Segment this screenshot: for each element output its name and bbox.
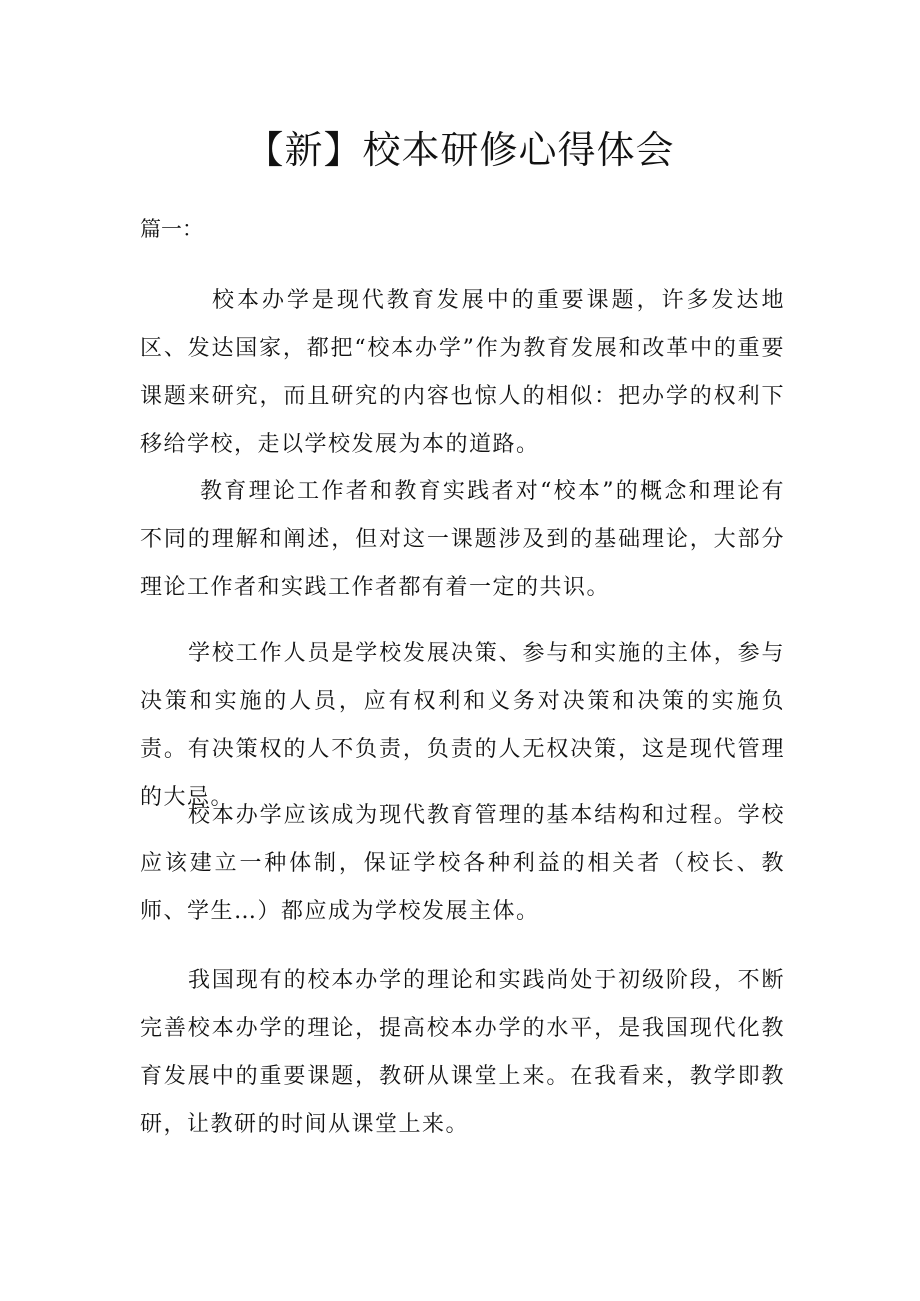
paragraph-1: 校本办学是现代教育发展中的重要课题，许多发达地区、发达国家，都把“校本办学”作为教育发展和改革中的重要课题来研究，而且研究的内容也惊人的相似：把办学的权利下移给学校，走以学校发展为本的道路。 [140,288,785,457]
section-label: 篇一： [140,217,203,241]
paragraph-2: 教育理论工作者和教育实践者对“校本”的概念和理论有不同的理解和阐述，但对这一课题涉及到的基础理论，大部分理论工作者和实践工作者都有着一定的共识。 [140,479,785,600]
paragraph-5: 我国现有的校本办学的理论和实践尚处于初级阶段，不断完善校本办学的理论，提高校本办学的水平，是我国现代化教育发展中的重要课题，教研从课堂上来。在我看来，教学即教研，让教研的时间从课堂上来。 [140,968,785,1137]
paragraph-3: 学校工作人员是学校发展决策、参与和实施的主体，参与决策和实施的人员，应有权利和义务对决策和决策的实施负责。有决策权的人不负责，负责的人无权决策，这是现代管理的大忌。 [140,641,785,810]
paragraph-4: 校本办学应该成为现代教育管理的基本结构和过程。学校应该建立一种体制，保证学校各种利益的相关者（校长、教师、学生…）都应成为学校发展主体。 [140,803,785,924]
document-title: 【新】校本研修心得体会 [245,128,675,172]
